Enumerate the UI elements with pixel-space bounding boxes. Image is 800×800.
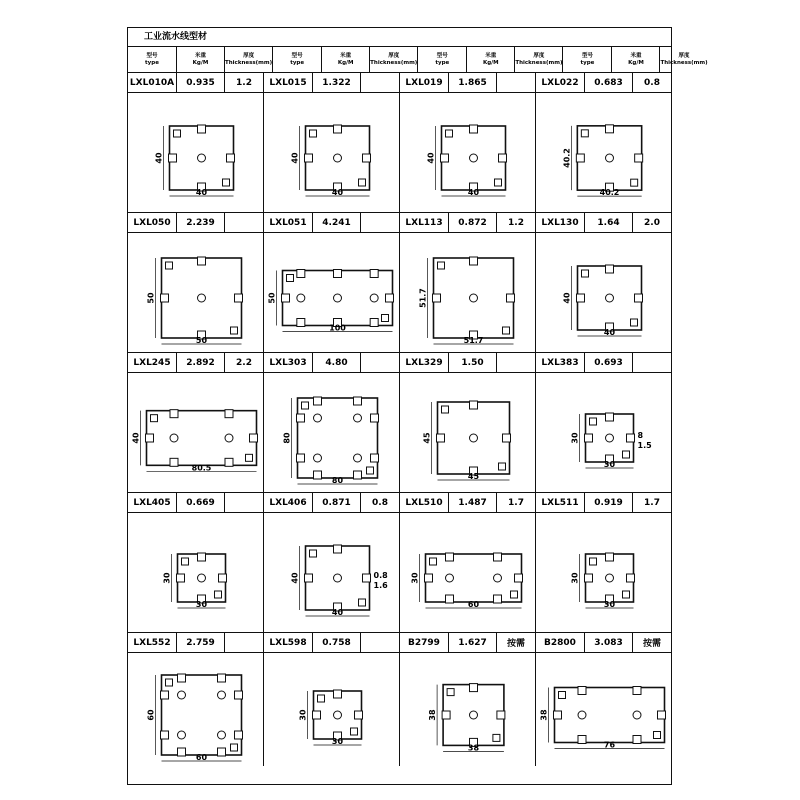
height-dimension: 80 (282, 431, 292, 444)
header-row (128, 47, 708, 73)
profile-drawing (128, 237, 263, 349)
profile-type: LXL019 (400, 73, 449, 92)
header-type: 型号 type (418, 47, 467, 72)
profile-thickness (361, 73, 399, 92)
width-dimension: 38 (467, 742, 480, 752)
width-dimension: 40 (467, 187, 480, 197)
profile-card (400, 213, 536, 352)
profile-thickness (225, 633, 263, 652)
profile-type: LXL015 (264, 73, 313, 92)
profile-card (128, 73, 264, 212)
profile-row (128, 633, 671, 766)
profile-card (536, 633, 671, 766)
profile-image (400, 233, 535, 352)
profile-type: LXL406 (264, 493, 313, 512)
profile-image (264, 653, 399, 766)
profile-card (536, 73, 671, 212)
profile-weight: 0.758 (313, 633, 361, 652)
height-dimension: 50 (267, 291, 277, 304)
height-dimension: 38 (539, 708, 549, 721)
profile-catalog-table (127, 27, 708, 785)
width-dimension: 30 (195, 599, 208, 609)
profile-weight: 4.241 (313, 213, 361, 232)
width-dimension: 80.5 (191, 462, 212, 472)
profile-drawing (264, 654, 399, 766)
profile-type: B2800 (536, 633, 585, 652)
profile-type: LXL598 (264, 633, 313, 652)
profile-weight: 0.872 (449, 213, 497, 232)
profile-type: LXL130 (536, 213, 585, 232)
width-dimension: 40 (331, 187, 344, 197)
profile-type: LXL511 (536, 493, 585, 512)
profile-weight: 1.64 (585, 213, 633, 232)
profile-image (128, 373, 263, 492)
header-type: 型号 type (563, 47, 612, 72)
profile-weight: 2.892 (177, 353, 225, 372)
profile-thickness: 按需 (642, 639, 661, 649)
width-dimension: 30 (603, 599, 616, 609)
profile-type: LXL329 (400, 353, 449, 372)
profile-weight: 0.683 (585, 73, 633, 92)
width-dimension: 80 (331, 475, 344, 485)
profile-drawing (128, 654, 263, 766)
header-thickness: 厚度 Thickness(mm) (660, 52, 708, 66)
width-dimension: 50 (195, 335, 208, 345)
profile-drawing (536, 654, 671, 766)
width-dimension: 40 (603, 327, 616, 337)
profile-type: LXL113 (400, 213, 449, 232)
profile-thickness (225, 213, 263, 232)
profile-drawing (400, 377, 535, 489)
profile-drawing (536, 97, 671, 209)
height-dimension: 40 (154, 151, 164, 164)
profile-weight: 1.487 (449, 493, 497, 512)
width-dimension: 60 (467, 599, 480, 609)
profile-image (536, 93, 671, 212)
profile-weight: 0.669 (177, 493, 225, 512)
extra-dimension: 0.8 (373, 570, 388, 580)
profile-thickness: 0.8 (644, 77, 660, 88)
profile-drawing (536, 517, 671, 629)
profile-card (536, 493, 671, 632)
profile-thickness (633, 353, 671, 372)
profile-image (536, 653, 671, 766)
profile-thickness: 1.7 (644, 497, 660, 508)
profile-drawing (400, 97, 535, 209)
height-dimension: 40 (290, 571, 300, 584)
height-dimension: 51.7 (418, 287, 428, 308)
width-dimension: 30 (603, 459, 616, 469)
profile-image (128, 653, 263, 766)
profile-drawing (264, 377, 399, 489)
height-dimension: 30 (570, 431, 580, 444)
profile-drawing (264, 97, 399, 209)
height-dimension: 40 (290, 151, 300, 164)
width-dimension: 60 (195, 752, 208, 762)
profile-card (128, 493, 264, 632)
header-group (418, 47, 563, 72)
extra-dimension: 1.5 (637, 440, 652, 450)
profile-image (128, 93, 263, 212)
profile-image (264, 233, 399, 352)
profile-thickness: 2.0 (644, 217, 660, 228)
profile-weight: 1.627 (449, 633, 497, 652)
height-dimension: 50 (146, 291, 156, 304)
profile-card (536, 213, 671, 352)
profile-type: LXL383 (536, 353, 585, 372)
profile-card (264, 353, 400, 492)
header-group (563, 47, 707, 72)
profile-image (128, 513, 263, 632)
profile-drawing (264, 517, 399, 629)
profile-row (128, 73, 671, 213)
profile-thickness (361, 213, 399, 232)
profile-image (128, 233, 263, 352)
width-dimension: 45 (467, 471, 480, 481)
height-dimension: 30 (162, 571, 172, 584)
width-dimension: 40 (331, 607, 344, 617)
profile-thickness (225, 493, 263, 512)
height-dimension: 40 (562, 291, 572, 304)
header-thickness: 厚度 Thickness(mm) (225, 52, 273, 66)
header-weight: 米重 Kg/M (612, 47, 660, 72)
profile-card (400, 633, 536, 766)
profile-card (400, 73, 536, 212)
profile-image (264, 373, 399, 492)
profile-image (536, 513, 671, 632)
profile-row (128, 213, 671, 353)
width-dimension: 30 (331, 736, 344, 746)
catalog-title: 工业流水线型材 (128, 28, 671, 47)
profile-image (536, 373, 671, 492)
profile-thickness: 1.2 (508, 217, 524, 228)
profile-card (264, 493, 400, 632)
profile-type: LXL022 (536, 73, 585, 92)
profile-card (128, 353, 264, 492)
profile-type: LXL050 (128, 213, 177, 232)
profile-card (128, 213, 264, 352)
profile-image (400, 513, 535, 632)
extra-dimension: 1.6 (373, 580, 388, 590)
extra-dimension: 8 (637, 430, 644, 440)
profile-drawing (536, 377, 671, 489)
header-group (273, 47, 418, 72)
height-dimension: 30 (570, 571, 580, 584)
profile-weight: 2.759 (177, 633, 225, 652)
profile-thickness: 按需 (506, 639, 525, 649)
profile-drawing (128, 97, 263, 209)
height-dimension: 60 (146, 708, 156, 721)
profile-card (264, 73, 400, 212)
profile-drawing (128, 377, 263, 489)
profile-weight: 2.239 (177, 213, 225, 232)
profile-type: LXL303 (264, 353, 313, 372)
header-type: 型号 type (273, 47, 322, 72)
height-dimension: 40 (131, 431, 141, 444)
height-dimension: 40 (426, 151, 436, 164)
profile-weight: 0.919 (585, 493, 633, 512)
profile-weight: 4.80 (313, 353, 361, 372)
header-weight: 米重 Kg/M (177, 47, 225, 72)
profile-image (264, 513, 399, 632)
profile-type: B2799 (400, 633, 449, 652)
header-group (128, 47, 273, 72)
profile-drawing (400, 517, 535, 629)
profile-card (264, 633, 400, 766)
profile-card (400, 493, 536, 632)
width-dimension: 40.2 (599, 187, 620, 197)
profile-image (264, 93, 399, 212)
width-dimension: 51.7 (463, 335, 484, 345)
profile-type: LXL245 (128, 353, 177, 372)
profile-drawing (264, 237, 399, 349)
profile-thickness (361, 353, 399, 372)
profile-row (128, 493, 671, 633)
profile-card (400, 353, 536, 492)
profile-drawing (128, 517, 263, 629)
profile-thickness (497, 353, 535, 372)
header-weight: 米重 Kg/M (322, 47, 370, 72)
profile-type: LXL405 (128, 493, 177, 512)
width-dimension: 76 (603, 740, 616, 749)
profile-type: LXL051 (264, 213, 313, 232)
height-dimension: 40.2 (562, 147, 572, 168)
profile-card (536, 353, 671, 492)
height-dimension: 38 (428, 708, 438, 721)
profile-thickness (497, 73, 535, 92)
profile-drawing (400, 237, 535, 349)
height-dimension: 45 (422, 431, 432, 444)
profile-card (264, 213, 400, 352)
width-dimension: 100 (329, 323, 346, 332)
profile-weight: 0.871 (313, 493, 361, 512)
profile-weight: 1.865 (449, 73, 497, 92)
header-thickness: 厚度 Thickness(mm) (515, 52, 563, 66)
profile-type: LXL010A (128, 73, 177, 92)
profile-thickness (361, 633, 399, 652)
profile-type: LXL510 (400, 493, 449, 512)
profile-image (536, 233, 671, 352)
profile-weight: 1.50 (449, 353, 497, 372)
profile-card (128, 633, 264, 766)
profile-weight: 0.693 (585, 353, 633, 372)
height-dimension: 30 (298, 708, 308, 721)
height-dimension: 30 (410, 571, 420, 584)
profile-image (400, 373, 535, 492)
header-thickness: 厚度 Thickness(mm) (370, 52, 418, 66)
header-type: 型号 type (128, 47, 177, 72)
profile-image (400, 93, 535, 212)
header-weight: 米重 Kg/M (467, 47, 515, 72)
profile-image (400, 653, 535, 766)
profile-weight: 3.083 (585, 633, 633, 652)
profile-thickness: 0.8 (372, 497, 388, 508)
profile-thickness: 1.7 (508, 497, 524, 508)
profile-type: LXL552 (128, 633, 177, 652)
profile-weight: 0.935 (177, 73, 225, 92)
profile-thickness: 1.2 (236, 77, 252, 88)
profile-thickness: 2.2 (236, 357, 252, 368)
profile-drawing (400, 654, 535, 766)
profile-drawing (536, 237, 671, 349)
width-dimension: 40 (195, 187, 208, 197)
profile-weight: 1.322 (313, 73, 361, 92)
profile-row (128, 353, 671, 493)
